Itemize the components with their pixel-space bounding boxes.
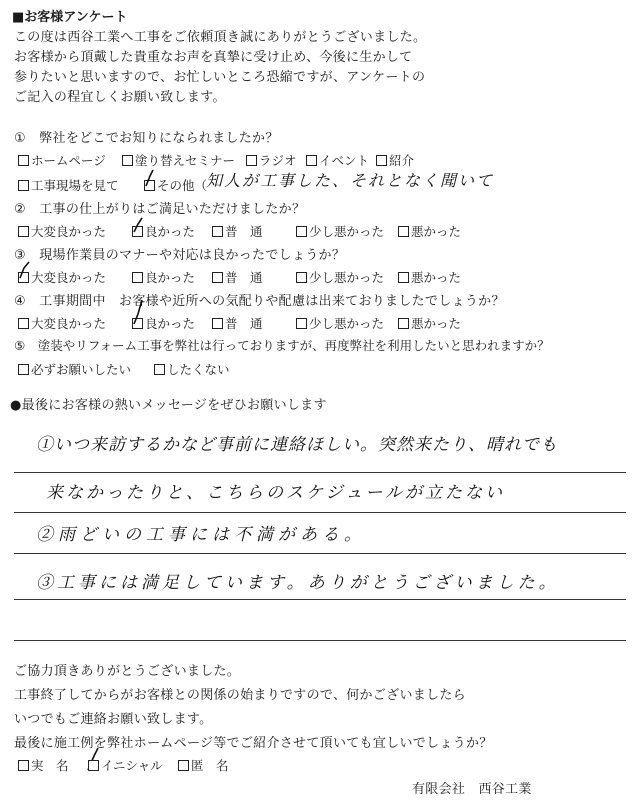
intro-line: お客様から頂戴した貴重なお声を真摯に受け止め、今後に生かして: [14, 50, 413, 65]
intro-line: ご記入の程宜しくお願い致します。: [14, 90, 226, 105]
closing-line: いつでもご連絡お願い致します。: [14, 712, 213, 727]
message-handwritten-line-2: 来なかったりと、こちらのスケジュールが立たない: [46, 483, 505, 503]
q1-option-other[interactable]: その他（: [144, 176, 207, 194]
form-title: ■お客様アンケート: [12, 10, 128, 25]
message-handwritten-line-3: ②雨どいの工事には不満がある。: [36, 525, 366, 545]
q4-option-average[interactable]: 普 通: [212, 314, 263, 332]
publish-option-initials[interactable]: イニシャル: [88, 756, 163, 774]
closing-line: 最後に施工例を弊社ホームページ等でご紹介させて頂いても宜しいでしょうか？: [14, 736, 493, 751]
q2-option-good[interactable]: 良かった: [132, 222, 195, 240]
q1-option-referral[interactable]: 紹介: [376, 151, 414, 169]
question-4-label: ④ 工事期間中 お客様や近所への気配りや配慮は出来ておりましたでしょうか？: [14, 294, 505, 309]
q4-option-good[interactable]: 良かった: [132, 314, 195, 332]
question-1-label: ① 弊社をどこでお知りになられましたか？: [14, 131, 279, 146]
checkbox[interactable]: [18, 760, 29, 771]
message-handwritten-line-1: ①いつ来訪するかなど事前に連絡ほしい。突然来たり、晴れでも: [36, 435, 558, 455]
closing-line: 工事終了してからがお客様との関係の始まりですので、何かございましたら: [14, 688, 466, 703]
q2-option-bad[interactable]: 悪かった: [398, 222, 461, 240]
q4-option-very-good[interactable]: 大変良かった: [18, 314, 106, 332]
intro-line: この度は西谷工業へ工事をご依頼頂き誠にありがとうございました。: [14, 30, 427, 45]
check-mark-q3: [20, 262, 29, 278]
q1-option-event[interactable]: イベント: [306, 151, 369, 169]
q1-option-radio[interactable]: ラジオ: [246, 151, 297, 169]
q3-option-bad[interactable]: 悪かった: [398, 268, 461, 286]
check-mark-q2: [134, 218, 142, 232]
q1-option-site[interactable]: 工事現場を見て: [18, 176, 119, 194]
q4-option-slightly-bad[interactable]: 少し悪かった: [296, 314, 384, 332]
message-line: [14, 553, 626, 554]
publish-option-anonymous[interactable]: 匿 名: [178, 756, 229, 774]
q2-option-average[interactable]: 普 通: [212, 222, 263, 240]
q2-option-very-good[interactable]: 大変良かった: [18, 222, 106, 240]
q1-option-seminar[interactable]: 塗り替えセミナー: [122, 151, 235, 169]
message-line: [14, 512, 626, 513]
closing-line: ご協力頂きありがとうございました。: [14, 664, 241, 679]
checkbox[interactable]: [178, 760, 189, 771]
q2-option-slightly-bad[interactable]: 少し悪かった: [296, 222, 384, 240]
question-2-label: ② 工事の仕上がりはご満足いただけましたか？: [14, 202, 306, 217]
company-name: 有限会社 西谷工業: [412, 782, 532, 797]
q3-option-slightly-bad[interactable]: 少し悪かった: [296, 268, 384, 286]
check-mark-q4: [134, 300, 142, 324]
q1-option-homepage[interactable]: ホームページ: [18, 151, 106, 169]
q4-option-bad[interactable]: 悪かった: [398, 314, 461, 332]
q5-option-definitely[interactable]: 必ずお願いしたい: [18, 360, 131, 378]
publish-option-real-name[interactable]: 実 名: [18, 756, 69, 774]
q3-option-very-good[interactable]: 大変良かった: [18, 268, 106, 286]
message-heading: ●最後にお客様の熱いメッセージをぜひお願いします: [10, 398, 327, 413]
checkbox-checked[interactable]: [88, 760, 99, 771]
intro-line: 参りたいと思いますので、お忙しいところ恐縮ですが、アンケートの: [14, 70, 426, 85]
q1-other-handwritten: 知人が工事した、それとなく聞いて: [206, 171, 495, 190]
question-3-label: ③ 現場作業員のマナーや対応は良かったでしょうか？: [14, 248, 346, 263]
q3-option-average[interactable]: 普 通: [212, 268, 263, 286]
message-line: [14, 599, 626, 600]
check-mark-q1: [146, 170, 153, 186]
q3-option-good[interactable]: 良かった: [132, 268, 195, 286]
q5-option-no[interactable]: したくない: [154, 360, 230, 378]
message-handwritten-line-4: ③工事には満足しています。ありがとうございました。: [36, 573, 560, 593]
message-line: [14, 640, 626, 641]
message-line: [14, 472, 626, 473]
question-5-label: ⑤ 塗装やリフォーム工事を弊社は行っておりますが、再度弊社を利用したいと思われますか？: [14, 338, 550, 353]
